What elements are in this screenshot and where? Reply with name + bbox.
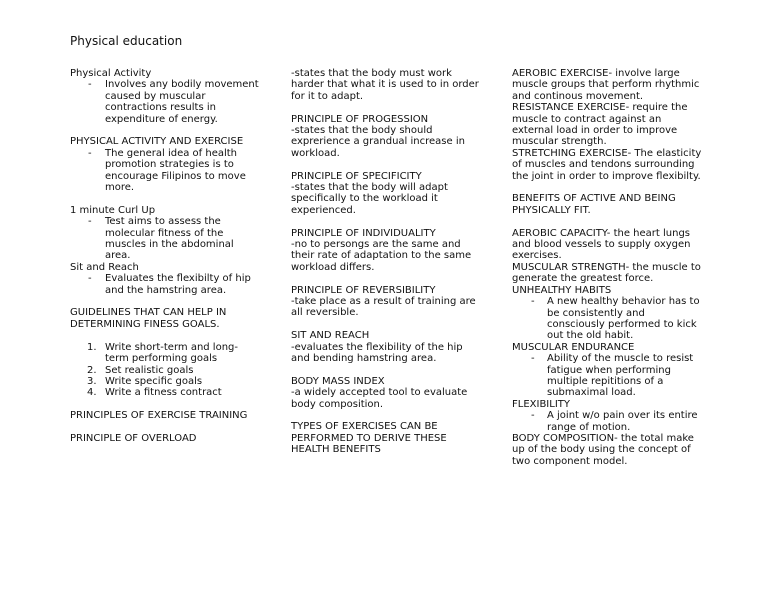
list-item-text [105, 387, 275, 398]
text-line: -take place as a result of training are [291, 296, 476, 308]
text-line: exercises. [512, 250, 562, 262]
text-line: muscle to contract against an [512, 113, 662, 125]
list-item-line: Ability of the muscle to resist [547, 353, 694, 365]
list-marker: - [88, 273, 92, 285]
text-line: GUIDELINES THAT CAN HELP IN [70, 307, 227, 319]
list-marker: - [531, 410, 535, 422]
text-line: harder that what it is used to in order [291, 79, 479, 91]
document-title: Physical education [70, 34, 183, 48]
list-item-text [105, 342, 275, 365]
text-line: RESISTANCE EXERCISE- require the [512, 102, 688, 114]
text-line: UNHEALTHY HABITS [512, 284, 612, 296]
text-line: HEALTH BENEFITS [291, 444, 381, 456]
text-line: all reversible. [291, 307, 359, 319]
text-line: experienced. [291, 204, 356, 216]
text-line: and bending hamstring area. [291, 353, 437, 365]
numbered-list-item [70, 342, 275, 365]
list-marker: - [531, 353, 535, 365]
list-item-line: area. [105, 250, 131, 262]
text-line: -states that the body should [291, 125, 433, 137]
list-item-line: more. [105, 182, 135, 194]
list-item-text [105, 216, 275, 262]
text-line: -states that the body must work [291, 68, 452, 79]
text-line: PRINCIPLES OF EXERCISE TRAINING [70, 410, 248, 422]
list-item-line: encourage Filipinos to move [105, 170, 246, 182]
blank-line [70, 296, 275, 307]
list-item-text [105, 365, 275, 376]
list-item-line: A joint w/o pain over its entire [547, 410, 698, 422]
list-marker: - [531, 296, 535, 308]
text-line: PHYSICALLY FIT. [512, 204, 591, 216]
list-marker: 2. [87, 364, 97, 376]
text-line: of muscles and tendons surrounding [512, 159, 695, 171]
blank-line [70, 399, 275, 410]
list-item-line: contractions results in [105, 102, 216, 114]
blank-line [291, 273, 496, 284]
list-marker: 3. [87, 375, 97, 387]
blank-line [70, 125, 275, 136]
list-item-line: and the hamstring area. [105, 284, 227, 296]
text-line: STRETCHING EXERCISE- The elasticity [512, 147, 702, 159]
text-line: Sit and Reach [70, 261, 139, 273]
list-item-line: term performing goals [105, 353, 218, 365]
list-item-text [105, 273, 275, 296]
list-item-line: Set realistic goals [105, 364, 194, 376]
list-item [70, 79, 275, 125]
text-line: -states that the body will adapt [291, 182, 448, 194]
list-marker: - [88, 147, 92, 159]
column-2 [291, 68, 496, 456]
list-item-line: molecular fitness of the [105, 227, 224, 239]
text-line: for it to adapt. [291, 90, 364, 102]
text-line: Physical Activity [70, 68, 152, 79]
list-item [70, 148, 275, 194]
text-line: MUSCULAR STRENGTH- the muscle to [512, 261, 701, 273]
list-item-line: be consistently and [547, 307, 645, 319]
list-marker: - [88, 79, 92, 91]
text-line: PRINCIPLE OF SPECIFICITY [291, 170, 422, 182]
list-item-line: consciously performed to kick [547, 318, 697, 330]
text-line: their rate of adaptation to the same [291, 250, 472, 262]
numbered-list-item [70, 365, 275, 376]
blank-line [291, 364, 496, 375]
text-line: FLEXIBILITY [512, 398, 570, 410]
list-item-line: The general idea of health [105, 147, 238, 159]
text-line: specifically to the workload it [291, 193, 438, 205]
list-item [512, 296, 702, 342]
text-line: DETERMINING FINESS GOALS. [70, 318, 220, 330]
text-line: PERFORMED TO DERIVE THESE [291, 432, 447, 444]
text-line: SIT AND REACH [291, 330, 370, 342]
column-1 [70, 68, 275, 444]
list-item-text [105, 148, 275, 194]
text-line: and continous movement. [512, 90, 644, 102]
text-line: up of the body using the concept of [512, 444, 691, 456]
list-item-line: Write specific goals [105, 375, 203, 387]
list-item [70, 273, 275, 296]
text-line: PRINCIPLE OF OVERLOAD [70, 432, 197, 444]
text-line: -a widely accepted tool to evaluate [291, 387, 468, 399]
text-line: workload differs. [291, 261, 375, 273]
list-item-text [547, 353, 702, 399]
list-item-text [547, 410, 702, 433]
list-marker: 1. [87, 341, 97, 353]
list-item [512, 410, 702, 433]
text-line: MUSCULAR ENDURANCE [512, 341, 635, 353]
blank-line [512, 216, 702, 227]
list-item-line: Test aims to assess the [105, 216, 221, 228]
text-line: 1 minute Curl Up [70, 204, 156, 216]
list-item-line: submaximal load. [547, 387, 636, 399]
list-item-line: out the old habit. [547, 330, 634, 342]
text-line: body composition. [291, 398, 384, 410]
list-item-text [105, 79, 275, 125]
text-line: the joint in order to improve flexibilty. [512, 170, 701, 182]
list-item-line: caused by muscular [105, 90, 206, 102]
list-item-line: Write a fitness contract [105, 387, 222, 399]
text-line: workload. [291, 147, 340, 159]
list-item-line: Involves any bodily movement [105, 79, 259, 91]
text-line: BODY COMPOSITION- the total make [512, 432, 694, 444]
list-item-line: fatigue when performing [547, 364, 671, 376]
column-3 [512, 68, 702, 467]
list-item-line: Write short-term and long- [105, 341, 238, 353]
numbered-list-item [70, 376, 275, 387]
text-line: and blood vessels to supply oxygen [512, 239, 691, 251]
blank-line [70, 193, 275, 204]
list-item-line: promotion strategies is to [105, 159, 234, 171]
text-line: BODY MASS INDEX [291, 375, 385, 387]
list-item-line: Evaluates the flexibilty of hip [105, 273, 251, 285]
list-marker: - [88, 216, 92, 228]
list-item-line: expenditure of energy. [105, 113, 218, 125]
text-line: PRINCIPLE OF REVERSIBILITY [291, 284, 436, 296]
numbered-list-item [70, 387, 275, 398]
list-item-text [547, 296, 702, 342]
blank-line [291, 216, 496, 227]
text-line: generate the greatest force. [512, 273, 654, 285]
text-line: two component model. [512, 455, 628, 467]
text-line: TYPES OF EXERCISES CAN BE [291, 421, 438, 433]
list-item [70, 216, 275, 262]
text-line: PRINCIPLE OF INDIVIDUALITY [291, 227, 436, 239]
text-line: PRINCIPLE OF PROGESSION [291, 113, 429, 125]
list-item-line: range of motion. [547, 421, 631, 433]
blank-line [70, 422, 275, 433]
blank-line [291, 410, 496, 421]
text-line: AEROBIC CAPACITY- the heart lungs [512, 227, 691, 239]
text-line: AEROBIC EXERCISE- involve large [512, 68, 680, 79]
text-line: BENEFITS OF ACTIVE AND BEING [512, 193, 676, 205]
blank-line [512, 182, 702, 193]
text-line: PHYSICAL ACTIVITY AND EXERCISE [70, 136, 244, 148]
text-line: -no to persongs are the same and [291, 239, 461, 251]
list-item-line: A new healthy behavior has to [547, 296, 700, 308]
text-line: external load in order to improve [512, 125, 678, 137]
text-line: muscular strength. [512, 136, 607, 148]
blank-line [291, 159, 496, 170]
blank-line [291, 319, 496, 330]
text-line: exprerience a grandual increase in [291, 136, 465, 148]
list-item-line: muscles in the abdominal [105, 239, 234, 251]
list-item-line: multiple repititions of a [547, 375, 664, 387]
list-item-text [105, 376, 275, 387]
blank-line [70, 330, 275, 341]
list-item [512, 353, 702, 399]
list-marker: 4. [87, 387, 97, 399]
text-line: -evaluates the flexibility of the hip [291, 341, 463, 353]
blank-line [291, 102, 496, 113]
text-line: muscle groups that perform rhythmic [512, 79, 700, 91]
